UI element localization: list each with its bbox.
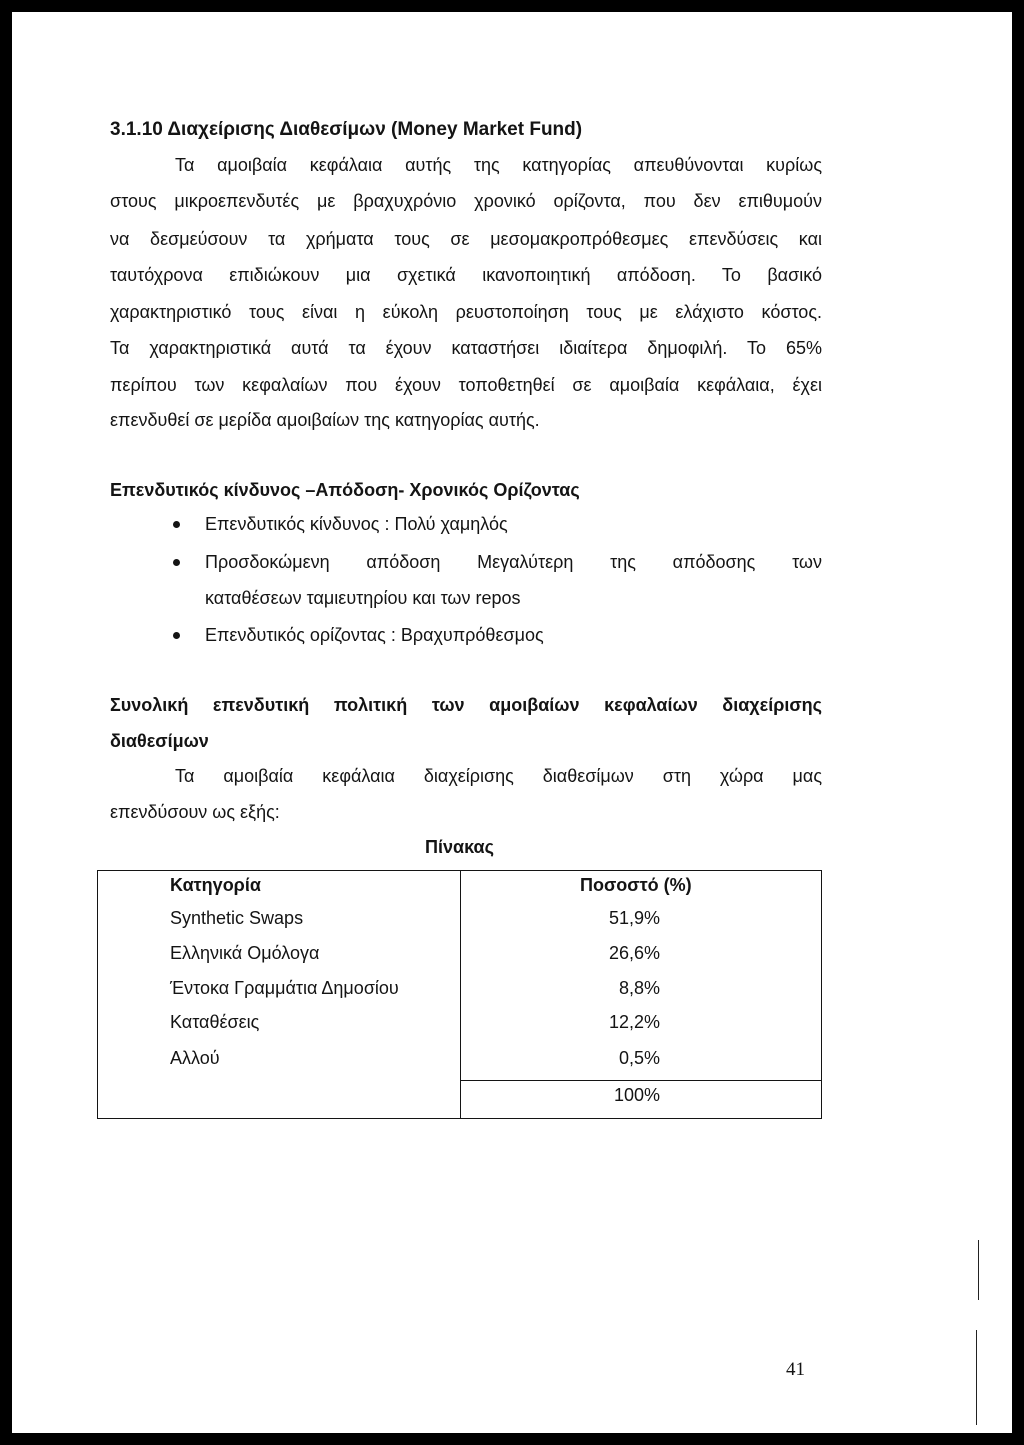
scan-line-artifact xyxy=(978,1240,979,1300)
table-total-percent: 100% xyxy=(613,1085,660,1105)
section-title: 3.1.10 Διαχείρισης Διαθεσίμων (Money Market Fund) xyxy=(110,119,583,140)
intro-line: περίπου των κεφαλαίων που έχουν τοποθετηθεί σε αμοιβαία κεφάλαια, έχει xyxy=(110,375,822,395)
bullet-item: Επενδυτικός ορίζοντας : Βραχυπρόθεσμος xyxy=(205,625,544,645)
bullet-item: Επενδυτικός κίνδυνος : Πολύ χαμηλός xyxy=(205,514,508,534)
bullet-icon xyxy=(173,632,180,639)
table-cell-category: Αλλού xyxy=(170,1048,220,1068)
table-cell-category: Synthetic Swaps xyxy=(170,908,304,928)
intro-line: επενδυθεί σε μερίδα αμοιβαίων της κατηγορίας αυτής. xyxy=(110,410,540,430)
table-cell-percent: 26,6% xyxy=(608,943,660,963)
table-header-category: Κατηγορία xyxy=(170,875,261,895)
table-header-percent: Ποσοστό (%) xyxy=(580,875,692,895)
risk-heading: Επενδυτικός κίνδυνος –Απόδοση- Χρονικός Ορίζοντας xyxy=(110,480,580,500)
table-border-left xyxy=(97,870,98,1119)
intro-line: χαρακτηριστικό τους είναι η εύκολη ρευστοποίηση τους με ελάχιστο κόστος. xyxy=(110,302,822,322)
intro-line: στους μικροεπενδυτές με βραχυχρόνιο χρονικό ορίζοντα, που δεν επιθυμούν xyxy=(110,191,822,211)
table-cell-percent: 51,9% xyxy=(608,908,660,928)
policy-heading: Συνολική επενδυτική πολιτική των αμοιβαίων κεφαλαίων διαχείρισης xyxy=(110,695,822,715)
table-cell-percent: 0,5% xyxy=(618,1048,660,1068)
table-total-divider xyxy=(460,1080,822,1081)
table-cell-percent: 8,8% xyxy=(618,978,660,998)
intro-line: Τα χαρακτηριστικά αυτά τα έχουν καταστήσει ιδιαίτερα δημοφιλή. Το 65% xyxy=(110,338,822,358)
table-caption: Πίνακας xyxy=(425,837,494,857)
intro-line: να δεσμεύσουν τα χρήματα τους σε μεσομακροπρόθεσμες επενδύσεις και xyxy=(110,229,822,249)
table-cell-percent: 12,2% xyxy=(608,1012,660,1032)
bullet-icon xyxy=(173,559,180,566)
table-cell-category: Ελληνικά Ομόλογα xyxy=(170,943,320,963)
table-cell-category: Καταθέσεις xyxy=(170,1012,260,1032)
table-border-right xyxy=(821,870,822,1119)
policy-line: Τα αμοιβαία κεφάλαια διαχείρισης διαθεσίμων στη χώρα μας xyxy=(175,766,822,786)
bullet-icon xyxy=(173,521,180,528)
intro-line: ταυτόχρονα επιδιώκουν μια σχετικά ικανοποιητική απόδοση. Το βασικό xyxy=(110,265,822,285)
policy-line: επενδύσουν ως εξής: xyxy=(110,802,280,822)
bullet-item-continuation: καταθέσεων ταμιευτηρίου και των repos xyxy=(205,588,521,608)
page-number: 41 xyxy=(786,1359,805,1380)
intro-line: Τα αμοιβαία κεφάλαια αυτής της κατηγορίας απευθύνονται κυρίως xyxy=(175,155,822,175)
scan-line-artifact xyxy=(976,1330,977,1425)
bullet-item: Προσδοκώμενη απόδοση Μεγαλύτερη της απόδοσης των xyxy=(205,552,822,572)
table-cell-category: Έντοκα Γραμμάτια Δημοσίου xyxy=(170,978,399,998)
table-column-divider xyxy=(460,870,461,1119)
policy-heading: διαθεσίμων xyxy=(110,731,209,751)
